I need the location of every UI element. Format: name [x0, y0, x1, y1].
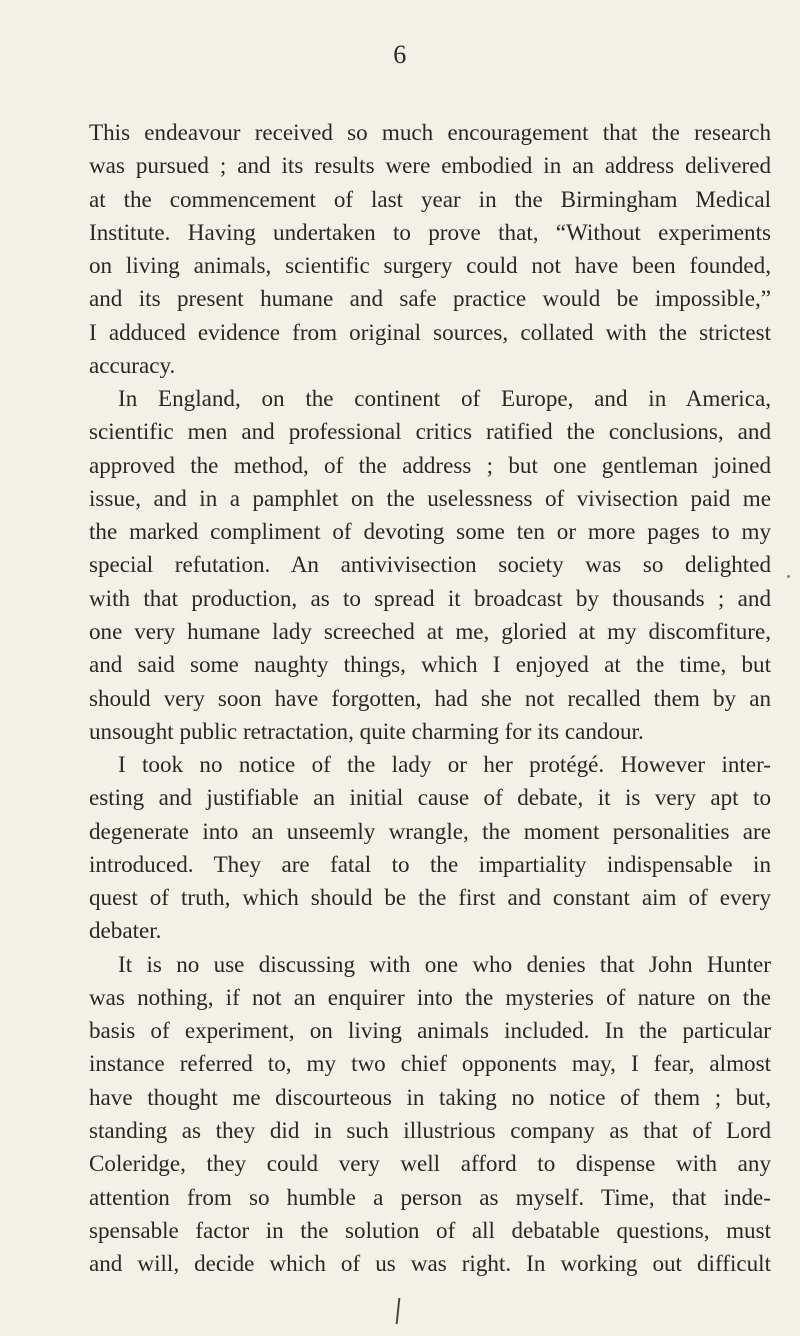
- text-line: It is no use discussing with one who denies that John Hunter: [118, 950, 771, 977]
- text-line: introduced. They are fatal to the impartiality indispensable in: [89, 850, 771, 877]
- text-line: This endeavour received so much encouragement that the research: [89, 119, 771, 145]
- text-line: esting and justifiable an initial cause of debate, it is very apt to: [89, 784, 771, 811]
- paragraph: [89, 748, 771, 948]
- text-line: spensable factor in the solution of all debatable questions, must: [89, 1216, 771, 1243]
- text-line: degenerate into an unseemly wrangle, the moment personalities are: [89, 817, 771, 844]
- text-line: issue, and in a pamphlet on the uselessness of vivisection paid me: [89, 484, 771, 511]
- text-line: and its present humane and safe practice would be impossible,”: [89, 285, 771, 312]
- text-line: quest of truth, which should be the first and constant aim of every: [89, 884, 771, 911]
- text-line: should very soon have forgotten, had she not recalled them by an: [89, 684, 771, 711]
- text-line: with that production, as to spread it broadcast by thousands ; and: [89, 584, 771, 611]
- text-line: accuracy.: [89, 351, 176, 378]
- text-line: debater.: [89, 917, 162, 944]
- text-line: one very humane lady screeched at me, gloried at my discomfiture,: [89, 617, 771, 644]
- text-line: have thought me discourteous in taking no notice of them ; but,: [89, 1083, 771, 1110]
- text-line: instance referred to, my two chief opponents may, I fear, almost: [89, 1050, 771, 1077]
- text-line: unsought public retractation, quite charming for its candour.: [89, 717, 644, 744]
- page-number: 6: [393, 40, 407, 69]
- text-line: Coleridge, they could very well afford to dispense with any: [89, 1150, 771, 1177]
- text-line: and said some naughty things, which I enjoyed at the time, but: [89, 651, 771, 678]
- text-line: basis of experiment, on living animals included. In the particular: [89, 1017, 771, 1044]
- text-line: I adduced evidence from original sources, collated with the strictest: [89, 318, 771, 345]
- text-line: standing as they did in such illustrious company as that of Lord: [89, 1116, 771, 1143]
- text-line: the marked compliment of devoting some ten or more pages to my: [89, 518, 771, 545]
- text-line: was nothing, if not an enquirer into the mysteries of nature on the: [89, 983, 771, 1010]
- print-speck: [396, 1298, 401, 1324]
- text-line: was pursued ; and its results were embodied in an address delivered: [89, 152, 771, 179]
- paragraph: [89, 948, 771, 1281]
- body-text: [89, 116, 771, 1280]
- text-line: attention from so humble a person as myself. Time, that inde-: [89, 1183, 771, 1210]
- text-line: special refutation. An antivivisection society was so delighted: [89, 551, 771, 578]
- text-line: I took no notice of the lady or her protégé. However inter-: [118, 751, 771, 778]
- text-line: at the commencement of last year in the Birmingham Medical: [89, 185, 771, 212]
- text-line: approved the method, of the address ; but one gentleman joined: [89, 451, 771, 478]
- margin-mark: [787, 575, 790, 578]
- text-line: In England, on the continent of Europe, and in America,: [118, 385, 771, 412]
- text-line: scientific men and professional critics ratified the conclusions, and: [89, 418, 771, 445]
- paragraph: [89, 382, 771, 748]
- text-line: Institute. Having undertaken to prove that, “Without experiments: [89, 218, 771, 245]
- paragraph: [89, 116, 771, 382]
- text-line: on living animals, scientific surgery could not have been founded,: [89, 252, 771, 279]
- text-line: and will, decide which of us was right. In working out difficult: [89, 1250, 771, 1277]
